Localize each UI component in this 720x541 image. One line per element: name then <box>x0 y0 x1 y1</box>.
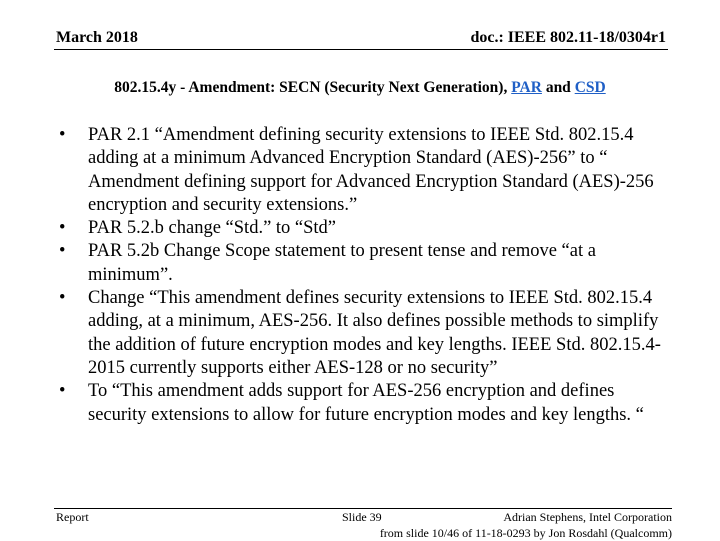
title-link-csd[interactable]: CSD <box>574 79 606 96</box>
bullet-list <box>56 124 676 427</box>
footer-rule <box>54 508 672 509</box>
bullet-item <box>56 287 676 380</box>
bullet-text: PAR 2.1 “Amendment defining security extensions to IEEE Std. 802.15.4 adding at a minimum Advanced Encryption Standard (AES)-256” to “ Amendment defining support for Advanced Encryption Standard (AES)-256 encryption and security extensions.” <box>88 125 654 215</box>
title-link-par[interactable]: PAR <box>511 79 542 96</box>
bullet-icon: • <box>59 241 66 262</box>
bullet-item <box>56 380 676 427</box>
footer-source: from slide 10/46 of 11-18-0293 by Jon Rosdahl (Qualcomm) <box>379 526 672 540</box>
title-middle: and <box>541 79 575 96</box>
bullet-text: PAR 5.2.b change “Std.” to “Std” <box>88 218 337 239</box>
header-date: March 2018 <box>56 29 138 46</box>
bullet-item <box>56 240 676 287</box>
footer-left: Report <box>56 510 89 524</box>
bullet-text: Change “This amendment defines security extensions to IEEE Std. 802.15.4 adding, at a minimum, AES-256. It also defines possible methods to simplify the addition of future encryption modes and key lengths. IEEE Std. 802.15.4-2015 currently supports either AES-128 or no security” <box>88 288 661 378</box>
bullet-icon: • <box>59 125 66 145</box>
slide-title <box>0 79 720 97</box>
bullet-text: To “This amendment adds support for AES-256 encryption and defines security extensions to allow for future encryption modes and key lengths. “ <box>88 381 644 425</box>
bullet-icon: • <box>59 381 66 402</box>
bullet-item <box>56 217 676 240</box>
bullet-icon: • <box>59 288 66 309</box>
footer-author: Adrian Stephens, Intel Corporation <box>503 510 672 524</box>
bullet-item <box>56 124 676 217</box>
title-prefix: 802.15.4y - Amendment: SECN (Security Next Generation), <box>114 79 512 96</box>
header-rule <box>54 49 668 50</box>
bullet-text: PAR 5.2b Change Scope statement to present tense and remove “at a minimum”. <box>88 241 596 285</box>
bullet-icon: • <box>59 218 66 239</box>
footer-slide-number: Slide 39 <box>342 510 382 524</box>
header-doc-id: doc.: IEEE 802.11-18/0304r1 <box>470 29 666 46</box>
